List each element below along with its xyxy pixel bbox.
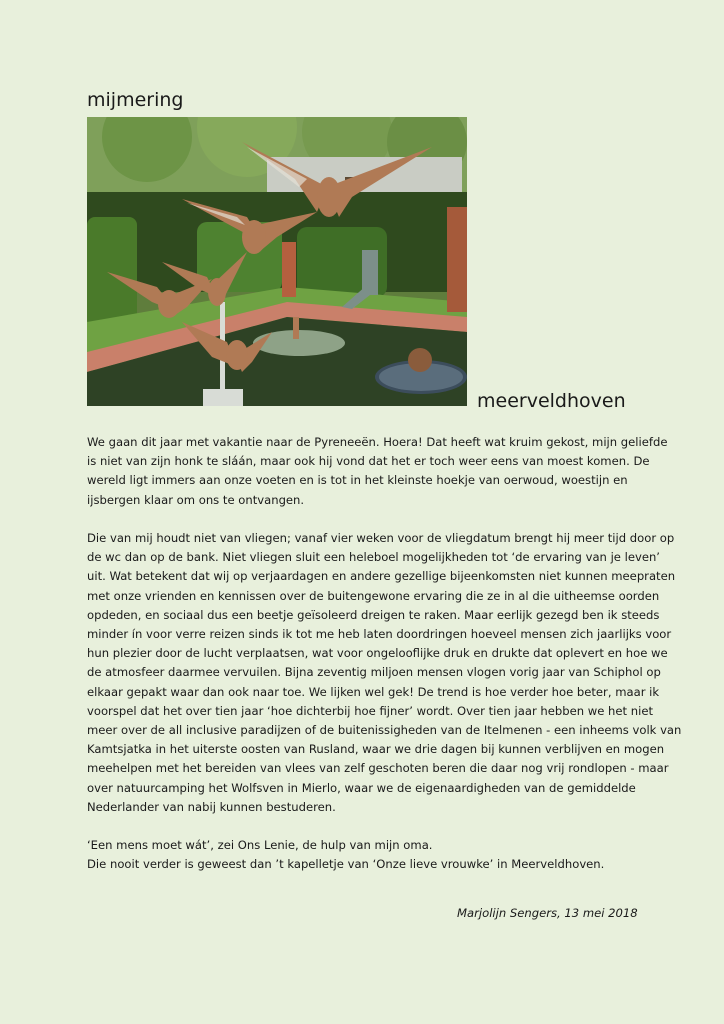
text-line: wereld ligt immers aan onze voeten en is tot in het kleinste hoekje van oerwoud, woestijn en: [87, 473, 628, 488]
text-line: meehelpen met het bereiden van vlees van zelf geschoten beren die daar nog vrij rondlopen - maar: [87, 761, 669, 776]
text-line: voorspel dat het over tien jaar ‘hoe dichterbij hoe fijner’ wordt. Over tien jaar hebben we het niet: [87, 703, 654, 718]
paragraph-1: [87, 433, 668, 510]
text-line: elkaar gepakt waar dan ook naar toe. We lijken wel gek! De trend is hoe verder hoe beter, maar ik: [87, 684, 660, 699]
text-line: minder ín voor verre reizen sinds ik tot me heb laten doordringen hoeveel mensen zich jaarlijks voor: [87, 627, 672, 642]
article-body: [87, 433, 682, 894]
text-line: Die nooit verder is geweest dan ’t kapelletje van ‘Onze lieve vrouwke’ in Meerveldhoven.: [87, 857, 605, 872]
paragraph-2: [87, 529, 682, 817]
text-line: We gaan dit jaar met vakantie naar de Pyreneeën. Hoera! Dat heeft wat kruim gekost, mijn geliefde: [87, 435, 668, 449]
text-line: hun plezier door de lucht verplaatsen, wat voor ongelooflijke druk en drukte dat oplevert en hoe we: [87, 646, 668, 661]
text-line: Nederlander van nabij kunnen bestuderen.: [87, 799, 336, 814]
sculpture-photo: [87, 117, 467, 406]
text-line: over natuurcamping het Wolfsven in Mierlo, waar we de eigenaardigheden van de gemiddelde: [87, 780, 636, 795]
text-line: is niet van zijn honk te sláán, maar ook hij vond dat het er toch weer eens van moest komen. De: [87, 454, 650, 469]
text-line: opdeden, en sociaal dus een beetje geïsoleerd dreigen te raken. Maar eerlijk gezegd ben ik steeds: [87, 607, 660, 622]
text-line: ijsbergen klaar om ons te ontvangen.: [87, 492, 305, 507]
place-caption: meerveldhoven: [477, 390, 626, 412]
text-line: ‘Een mens moet wát’, zei Ons Lenie, de hulp van mijn oma.: [87, 838, 433, 853]
text-line: uit. Wat betekent dat wij op verjaardagen en andere gezellige bijeenkomsten niet kunnen meepraten: [87, 569, 676, 584]
paragraph-3: [87, 836, 647, 874]
text-line: meer over de all inclusive paradijzen of de buitenissigheden van de Itelmenen - een inheems volk van: [87, 723, 682, 738]
photo-illustration: [87, 117, 467, 406]
text-line: de atmosfeer daarmee vervuilen. Bijna zeventig miljoen mensen vlogen vorig jaar van Schiphol op: [87, 665, 661, 680]
author-signature: Marjolijn Sengers, 13 mei 2018: [457, 906, 638, 920]
text-line: de wc dan op de bank. Niet vliegen sluit een heleboel mogelijkheden tot ‘de ervaring van je leven’: [87, 550, 660, 565]
text-line: Kamtsjatka in het uiterste oosten van Rusland, waar we drie dagen bij kunnen verblijven en mogen: [87, 742, 665, 757]
document-title: mijmering: [87, 89, 184, 111]
text-line: Die van mij houdt niet van vliegen; vanaf vier weken voor de vliegdatum brengt hij meer tijd door op: [87, 531, 675, 545]
text-line: met onze vrienden en kennissen over de buitengewone ervaring die ze in al die uitheemse oorden: [87, 588, 660, 603]
